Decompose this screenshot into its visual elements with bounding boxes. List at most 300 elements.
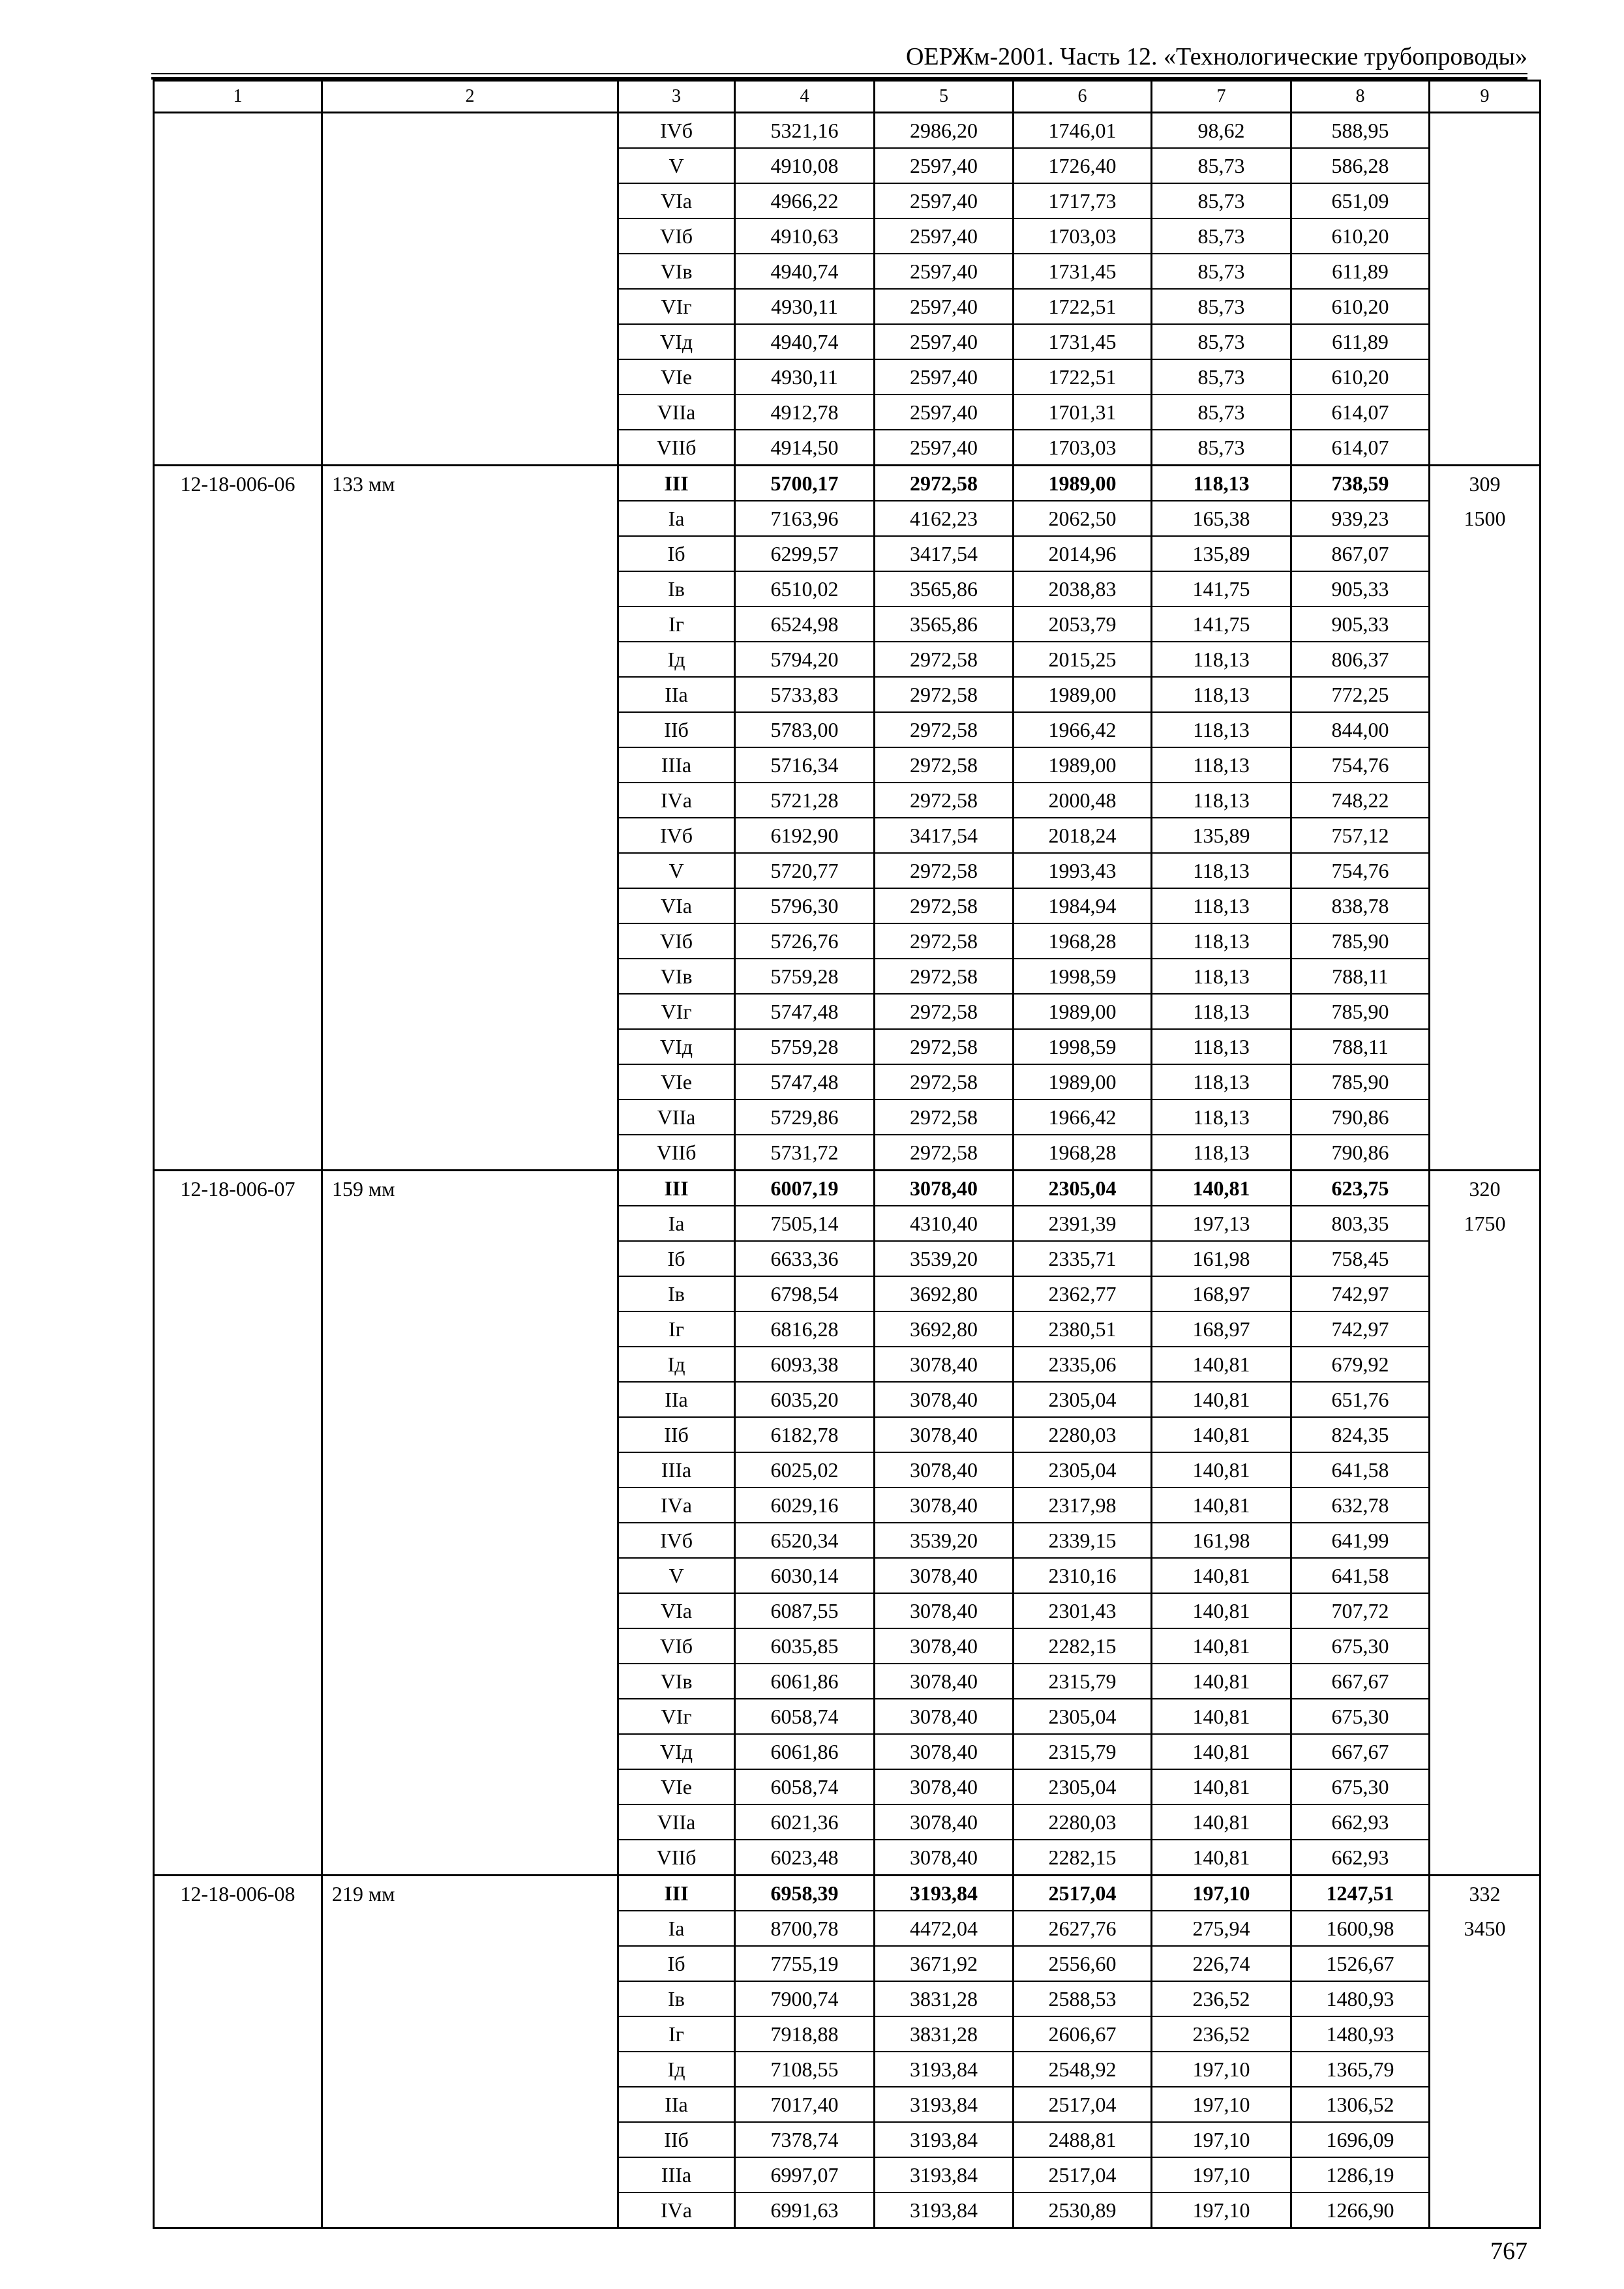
wages-cell: 3078,40 bbox=[875, 1593, 1014, 1628]
column-number: 3 bbox=[618, 81, 735, 113]
rate-code-cell bbox=[154, 959, 322, 994]
materials-cell: 667,67 bbox=[1291, 1734, 1430, 1769]
column-number: 7 bbox=[1152, 81, 1291, 113]
wages-cell: 3078,40 bbox=[875, 1769, 1014, 1804]
extra-cell bbox=[1430, 1558, 1541, 1593]
category-cell: IVа bbox=[618, 783, 735, 818]
diameter-cell bbox=[322, 536, 618, 571]
column-number: 6 bbox=[1014, 81, 1152, 113]
machinist-wages-cell: 135,89 bbox=[1152, 818, 1291, 853]
extra-cell bbox=[1430, 2016, 1541, 2052]
machine-cost-cell: 1993,43 bbox=[1014, 853, 1152, 888]
category-cell: Iд bbox=[618, 642, 735, 677]
rate-code-cell bbox=[154, 1452, 322, 1488]
machinist-wages-cell: 140,81 bbox=[1152, 1382, 1291, 1417]
rate-code-cell bbox=[154, 148, 322, 183]
diameter-cell bbox=[322, 1911, 618, 1946]
machinist-wages-cell: 118,13 bbox=[1152, 466, 1291, 501]
wages-cell: 2972,58 bbox=[875, 466, 1014, 501]
machinist-wages-cell: 168,97 bbox=[1152, 1311, 1291, 1347]
machinist-wages-cell: 140,81 bbox=[1152, 1452, 1291, 1488]
machinist-wages-cell: 140,81 bbox=[1152, 1664, 1291, 1699]
machinist-wages-cell: 141,75 bbox=[1152, 606, 1291, 642]
rate-code-cell bbox=[154, 2157, 322, 2192]
category-cell: Iг bbox=[618, 1311, 735, 1347]
extra-cell bbox=[1430, 2087, 1541, 2122]
rate-code-cell bbox=[154, 359, 322, 395]
table-row bbox=[154, 994, 1541, 1029]
category-cell: VIIа bbox=[618, 395, 735, 430]
table-row bbox=[154, 853, 1541, 888]
extra-cell bbox=[1430, 1417, 1541, 1452]
table-row bbox=[154, 1981, 1541, 2016]
materials-cell: 905,33 bbox=[1291, 606, 1430, 642]
materials-cell: 662,93 bbox=[1291, 1840, 1430, 1876]
wages-cell: 3193,84 bbox=[875, 2122, 1014, 2157]
machinist-wages-cell: 140,81 bbox=[1152, 1804, 1291, 1840]
total-cost-cell: 6524,98 bbox=[735, 606, 875, 642]
diameter-cell bbox=[322, 1488, 618, 1523]
machinist-wages-cell: 140,81 bbox=[1152, 1628, 1291, 1664]
machine-cost-cell: 2305,04 bbox=[1014, 1382, 1152, 1417]
materials-cell: 1600,98 bbox=[1291, 1911, 1430, 1946]
machine-cost-cell: 2305,04 bbox=[1014, 1769, 1152, 1804]
rate-code-cell bbox=[154, 1382, 322, 1417]
wages-cell: 2597,40 bbox=[875, 218, 1014, 254]
table-row bbox=[154, 1452, 1541, 1488]
wages-cell: 3078,40 bbox=[875, 1417, 1014, 1452]
machinist-wages-cell: 118,13 bbox=[1152, 923, 1291, 959]
total-cost-cell: 6058,74 bbox=[735, 1769, 875, 1804]
wages-cell: 2597,40 bbox=[875, 359, 1014, 395]
wages-cell: 3831,28 bbox=[875, 2016, 1014, 2052]
materials-cell: 742,97 bbox=[1291, 1276, 1430, 1311]
category-cell: Iг bbox=[618, 2016, 735, 2052]
materials-cell: 667,67 bbox=[1291, 1664, 1430, 1699]
materials-cell: 867,07 bbox=[1291, 536, 1430, 571]
diameter-cell bbox=[322, 218, 618, 254]
table-row bbox=[154, 501, 1541, 536]
category-cell: VIIа bbox=[618, 1100, 735, 1135]
wages-cell: 2972,58 bbox=[875, 747, 1014, 783]
category-cell: Iа bbox=[618, 501, 735, 536]
extra-cell bbox=[1430, 853, 1541, 888]
machinist-wages-cell: 118,13 bbox=[1152, 1135, 1291, 1171]
wages-cell: 2597,40 bbox=[875, 148, 1014, 183]
materials-cell: 1696,09 bbox=[1291, 2122, 1430, 2157]
rate-code-cell bbox=[154, 1911, 322, 1946]
table-row bbox=[154, 2192, 1541, 2228]
materials-cell: 614,07 bbox=[1291, 395, 1430, 430]
table-row bbox=[154, 1593, 1541, 1628]
table-row bbox=[154, 818, 1541, 853]
diameter-cell: 133 мм bbox=[322, 466, 618, 501]
extra-cell bbox=[1430, 747, 1541, 783]
category-cell: Iв bbox=[618, 1981, 735, 2016]
materials-cell: 651,76 bbox=[1291, 1382, 1430, 1417]
machinist-wages-cell: 140,81 bbox=[1152, 1734, 1291, 1769]
wages-cell: 2597,40 bbox=[875, 430, 1014, 466]
materials-cell: 641,99 bbox=[1291, 1523, 1430, 1558]
total-cost-cell: 4966,22 bbox=[735, 183, 875, 218]
machine-cost-cell: 1703,03 bbox=[1014, 430, 1152, 466]
wages-cell: 3078,40 bbox=[875, 1804, 1014, 1840]
category-cell: IIа bbox=[618, 1382, 735, 1417]
extra-cell bbox=[1430, 148, 1541, 183]
diameter-cell bbox=[322, 1064, 618, 1100]
table-row bbox=[154, 747, 1541, 783]
rate-code-cell bbox=[154, 642, 322, 677]
table-row bbox=[154, 254, 1541, 289]
machine-cost-cell: 1989,00 bbox=[1014, 466, 1152, 501]
diameter-cell bbox=[322, 783, 618, 818]
table-row bbox=[154, 466, 1541, 501]
table-row bbox=[154, 677, 1541, 712]
machine-cost-cell: 2548,92 bbox=[1014, 2052, 1152, 2087]
total-cost-cell: 4940,74 bbox=[735, 324, 875, 359]
machine-cost-cell: 2280,03 bbox=[1014, 1417, 1152, 1452]
diameter-cell bbox=[322, 923, 618, 959]
materials-cell: 754,76 bbox=[1291, 747, 1430, 783]
materials-cell: 1286,19 bbox=[1291, 2157, 1430, 2192]
machinist-wages-cell: 135,89 bbox=[1152, 536, 1291, 571]
total-cost-cell: 6192,90 bbox=[735, 818, 875, 853]
rate-code-cell bbox=[154, 1206, 322, 1241]
table-row bbox=[154, 113, 1541, 149]
wages-cell: 3692,80 bbox=[875, 1276, 1014, 1311]
diameter-cell bbox=[322, 1382, 618, 1417]
rate-code-cell bbox=[154, 1276, 322, 1311]
wages-cell: 2986,20 bbox=[875, 113, 1014, 149]
materials-cell: 611,89 bbox=[1291, 324, 1430, 359]
table-row bbox=[154, 571, 1541, 606]
table-row bbox=[154, 642, 1541, 677]
total-cost-cell: 6007,19 bbox=[735, 1171, 875, 1206]
diameter-cell bbox=[322, 853, 618, 888]
wages-cell: 3193,84 bbox=[875, 2052, 1014, 2087]
diameter-cell bbox=[322, 888, 618, 923]
category-cell: IIб bbox=[618, 2122, 735, 2157]
rate-code-cell bbox=[154, 501, 322, 536]
materials-cell: 586,28 bbox=[1291, 148, 1430, 183]
diameter-cell bbox=[322, 2087, 618, 2122]
total-cost-cell: 5729,86 bbox=[735, 1100, 875, 1135]
machine-cost-cell: 2556,60 bbox=[1014, 1946, 1152, 1981]
category-cell: VIа bbox=[618, 183, 735, 218]
table-row bbox=[154, 1241, 1541, 1276]
diameter-cell bbox=[322, 1664, 618, 1699]
machinist-wages-cell: 197,10 bbox=[1152, 2157, 1291, 2192]
wages-cell: 2972,58 bbox=[875, 1029, 1014, 1064]
machine-cost-cell: 1746,01 bbox=[1014, 113, 1152, 149]
total-cost-cell: 6023,48 bbox=[735, 1840, 875, 1876]
materials-cell: 790,86 bbox=[1291, 1135, 1430, 1171]
category-cell: Iд bbox=[618, 1347, 735, 1382]
rate-code-cell bbox=[154, 1664, 322, 1699]
machine-cost-cell: 2606,67 bbox=[1014, 2016, 1152, 2052]
materials-cell: 707,72 bbox=[1291, 1593, 1430, 1628]
machine-cost-cell: 2588,53 bbox=[1014, 1981, 1152, 2016]
extra-cell bbox=[1430, 1311, 1541, 1347]
rate-code-cell bbox=[154, 1804, 322, 1840]
page-number: 767 bbox=[1490, 2237, 1527, 2265]
rate-code-cell bbox=[154, 1311, 322, 1347]
machinist-wages-cell: 197,10 bbox=[1152, 2087, 1291, 2122]
category-cell: VIв bbox=[618, 959, 735, 994]
category-cell: IVб bbox=[618, 113, 735, 149]
machine-cost-cell: 1989,00 bbox=[1014, 994, 1152, 1029]
category-cell: IIб bbox=[618, 712, 735, 747]
machinist-wages-cell: 140,81 bbox=[1152, 1417, 1291, 1452]
rate-code-cell bbox=[154, 395, 322, 430]
category-cell: VIа bbox=[618, 1593, 735, 1628]
category-cell: IIIа bbox=[618, 2157, 735, 2192]
total-cost-cell: 6058,74 bbox=[735, 1699, 875, 1734]
total-cost-cell: 6299,57 bbox=[735, 536, 875, 571]
rate-code-cell bbox=[154, 888, 322, 923]
total-cost-cell: 5747,48 bbox=[735, 1064, 875, 1100]
total-cost-cell: 6035,20 bbox=[735, 1382, 875, 1417]
table-row bbox=[154, 1171, 1541, 1206]
machine-cost-cell: 2317,98 bbox=[1014, 1488, 1152, 1523]
total-cost-cell: 5321,16 bbox=[735, 113, 875, 149]
machine-cost-cell: 2339,15 bbox=[1014, 1523, 1152, 1558]
wages-cell: 3831,28 bbox=[875, 1981, 1014, 2016]
rate-code-cell: 12-18-006-06 bbox=[154, 466, 322, 501]
wages-cell: 2972,58 bbox=[875, 959, 1014, 994]
category-cell: VIе bbox=[618, 359, 735, 395]
total-cost-cell: 7378,74 bbox=[735, 2122, 875, 2157]
machine-cost-cell: 2380,51 bbox=[1014, 1311, 1152, 1347]
wages-cell: 3078,40 bbox=[875, 1699, 1014, 1734]
materials-cell: 675,30 bbox=[1291, 1699, 1430, 1734]
extra-cell bbox=[1430, 1135, 1541, 1171]
category-cell: Iа bbox=[618, 1911, 735, 1946]
extra-cell bbox=[1430, 1347, 1541, 1382]
machinist-wages-cell: 85,73 bbox=[1152, 359, 1291, 395]
extra-cell bbox=[1430, 2052, 1541, 2087]
materials-cell: 788,11 bbox=[1291, 1029, 1430, 1064]
machine-cost-cell: 2305,04 bbox=[1014, 1171, 1152, 1206]
materials-cell: 754,76 bbox=[1291, 853, 1430, 888]
diameter-cell bbox=[322, 1452, 618, 1488]
machinist-wages-cell: 85,73 bbox=[1152, 430, 1291, 466]
machine-cost-cell: 1701,31 bbox=[1014, 395, 1152, 430]
machinist-wages-cell: 140,81 bbox=[1152, 1558, 1291, 1593]
extra-cell bbox=[1430, 923, 1541, 959]
materials-cell: 675,30 bbox=[1291, 1628, 1430, 1664]
total-cost-cell: 6991,63 bbox=[735, 2192, 875, 2228]
total-cost-cell: 4930,11 bbox=[735, 359, 875, 395]
materials-cell: 641,58 bbox=[1291, 1558, 1430, 1593]
machine-cost-cell: 1731,45 bbox=[1014, 254, 1152, 289]
table-row bbox=[154, 1100, 1541, 1135]
wages-cell: 3078,40 bbox=[875, 1382, 1014, 1417]
total-cost-cell: 6520,34 bbox=[735, 1523, 875, 1558]
machine-cost-cell: 2517,04 bbox=[1014, 2157, 1152, 2192]
total-cost-cell: 5721,28 bbox=[735, 783, 875, 818]
total-cost-cell: 4910,63 bbox=[735, 218, 875, 254]
wages-cell: 3078,40 bbox=[875, 1734, 1014, 1769]
category-cell: III bbox=[618, 1171, 735, 1206]
materials-cell: 806,37 bbox=[1291, 642, 1430, 677]
machinist-wages-cell: 85,73 bbox=[1152, 324, 1291, 359]
wages-cell: 3078,40 bbox=[875, 1347, 1014, 1382]
table-row bbox=[154, 888, 1541, 923]
rate-code-cell bbox=[154, 183, 322, 218]
category-cell: VIIа bbox=[618, 1804, 735, 1840]
rate-code-cell bbox=[154, 536, 322, 571]
table-row bbox=[154, 1276, 1541, 1311]
total-cost-cell: 7108,55 bbox=[735, 2052, 875, 2087]
materials-cell: 824,35 bbox=[1291, 1417, 1430, 1452]
wages-cell: 2972,58 bbox=[875, 783, 1014, 818]
diameter-cell bbox=[322, 1804, 618, 1840]
materials-cell: 588,95 bbox=[1291, 113, 1430, 149]
category-cell: IVа bbox=[618, 2192, 735, 2228]
total-cost-cell: 5726,76 bbox=[735, 923, 875, 959]
machine-cost-cell: 1968,28 bbox=[1014, 1135, 1152, 1171]
machinist-wages-cell: 140,81 bbox=[1152, 1769, 1291, 1804]
diameter-cell: 219 мм bbox=[322, 1876, 618, 1911]
extra-cell bbox=[1430, 1029, 1541, 1064]
category-cell: VIд bbox=[618, 324, 735, 359]
table-row bbox=[154, 430, 1541, 466]
materials-cell: 785,90 bbox=[1291, 1064, 1430, 1100]
wages-cell: 4310,40 bbox=[875, 1206, 1014, 1241]
total-cost-cell: 6030,14 bbox=[735, 1558, 875, 1593]
machinist-wages-cell: 85,73 bbox=[1152, 148, 1291, 183]
wages-cell: 3539,20 bbox=[875, 1523, 1014, 1558]
machine-cost-cell: 2627,76 bbox=[1014, 1911, 1152, 1946]
materials-cell: 790,86 bbox=[1291, 1100, 1430, 1135]
category-cell: III bbox=[618, 466, 735, 501]
extra-cell bbox=[1430, 218, 1541, 254]
category-cell: IVб bbox=[618, 818, 735, 853]
table-row bbox=[154, 2052, 1541, 2087]
category-cell: V bbox=[618, 1558, 735, 1593]
wages-cell: 3417,54 bbox=[875, 536, 1014, 571]
machinist-wages-cell: 140,81 bbox=[1152, 1699, 1291, 1734]
materials-cell: 675,30 bbox=[1291, 1769, 1430, 1804]
extra-cell bbox=[1430, 359, 1541, 395]
extra-cell bbox=[1430, 783, 1541, 818]
category-cell: IIа bbox=[618, 677, 735, 712]
diameter-cell bbox=[322, 1241, 618, 1276]
diameter-cell bbox=[322, 2016, 618, 2052]
category-cell: III bbox=[618, 1876, 735, 1911]
machinist-wages-cell: 118,13 bbox=[1152, 888, 1291, 923]
extra-cell bbox=[1430, 1840, 1541, 1876]
diameter-cell bbox=[322, 1029, 618, 1064]
rate-code-cell bbox=[154, 2122, 322, 2157]
column-number: 2 bbox=[322, 81, 618, 113]
rate-code-cell bbox=[154, 677, 322, 712]
diameter-cell bbox=[322, 430, 618, 466]
category-cell: IVа bbox=[618, 1488, 735, 1523]
machinist-wages-cell: 165,38 bbox=[1152, 501, 1291, 536]
machine-cost-cell: 2282,15 bbox=[1014, 1628, 1152, 1664]
materials-cell: 623,75 bbox=[1291, 1171, 1430, 1206]
machinist-wages-cell: 118,13 bbox=[1152, 712, 1291, 747]
wages-cell: 3193,84 bbox=[875, 2087, 1014, 2122]
table-row bbox=[154, 1558, 1541, 1593]
extra-cell bbox=[1430, 959, 1541, 994]
machinist-wages-cell: 236,52 bbox=[1152, 1981, 1291, 2016]
rate-code-cell bbox=[154, 1135, 322, 1171]
diameter-cell bbox=[322, 113, 618, 149]
diameter-cell bbox=[322, 1840, 618, 1876]
total-cost-cell: 6035,85 bbox=[735, 1628, 875, 1664]
rate-code-cell bbox=[154, 2016, 322, 2052]
total-cost-cell: 4912,78 bbox=[735, 395, 875, 430]
machinist-wages-cell: 118,13 bbox=[1152, 677, 1291, 712]
extra-cell bbox=[1430, 1100, 1541, 1135]
diameter-cell bbox=[322, 994, 618, 1029]
total-cost-cell: 4910,08 bbox=[735, 148, 875, 183]
category-cell: IIб bbox=[618, 1417, 735, 1452]
materials-cell: 1266,90 bbox=[1291, 2192, 1430, 2228]
total-cost-cell: 6021,36 bbox=[735, 1804, 875, 1840]
machine-cost-cell: 2335,06 bbox=[1014, 1347, 1152, 1382]
extra-cell bbox=[1430, 1664, 1541, 1699]
table-row bbox=[154, 289, 1541, 324]
diameter-cell bbox=[322, 289, 618, 324]
machine-cost-cell: 1703,03 bbox=[1014, 218, 1152, 254]
diameter-cell bbox=[322, 1206, 618, 1241]
extra-cell bbox=[1430, 430, 1541, 466]
diameter-cell bbox=[322, 1347, 618, 1382]
rate-code-cell bbox=[154, 923, 322, 959]
extra-cell bbox=[1430, 1981, 1541, 2016]
table-row bbox=[154, 1840, 1541, 1876]
machine-cost-cell: 2391,39 bbox=[1014, 1206, 1152, 1241]
diameter-cell bbox=[322, 959, 618, 994]
rates-table bbox=[153, 80, 1541, 2229]
materials-cell: 788,11 bbox=[1291, 959, 1430, 994]
rate-code-cell bbox=[154, 1769, 322, 1804]
machine-cost-cell: 2280,03 bbox=[1014, 1804, 1152, 1840]
diameter-cell bbox=[322, 2157, 618, 2192]
category-cell: VIв bbox=[618, 254, 735, 289]
category-cell: VIб bbox=[618, 923, 735, 959]
machinist-wages-cell: 161,98 bbox=[1152, 1241, 1291, 1276]
extra-cell: 309 bbox=[1430, 466, 1541, 501]
machinist-wages-cell: 98,62 bbox=[1152, 113, 1291, 149]
machine-cost-cell: 2053,79 bbox=[1014, 606, 1152, 642]
category-cell: Iб bbox=[618, 1946, 735, 1981]
total-cost-cell: 5796,30 bbox=[735, 888, 875, 923]
machine-cost-cell: 1989,00 bbox=[1014, 677, 1152, 712]
machinist-wages-cell: 141,75 bbox=[1152, 571, 1291, 606]
machinist-wages-cell: 118,13 bbox=[1152, 853, 1291, 888]
machine-cost-cell: 1998,59 bbox=[1014, 959, 1152, 994]
diameter-cell bbox=[322, 571, 618, 606]
rate-code-cell bbox=[154, 1558, 322, 1593]
machine-cost-cell: 2014,96 bbox=[1014, 536, 1152, 571]
diameter-cell bbox=[322, 1628, 618, 1664]
machine-cost-cell: 1731,45 bbox=[1014, 324, 1152, 359]
machine-cost-cell: 2315,79 bbox=[1014, 1664, 1152, 1699]
table-row bbox=[154, 783, 1541, 818]
category-cell: Iг bbox=[618, 606, 735, 642]
total-cost-cell: 6093,38 bbox=[735, 1347, 875, 1382]
table-row bbox=[154, 1382, 1541, 1417]
machine-cost-cell: 2335,71 bbox=[1014, 1241, 1152, 1276]
wages-cell: 3078,40 bbox=[875, 1452, 1014, 1488]
machinist-wages-cell: 118,13 bbox=[1152, 642, 1291, 677]
category-cell: V bbox=[618, 148, 735, 183]
